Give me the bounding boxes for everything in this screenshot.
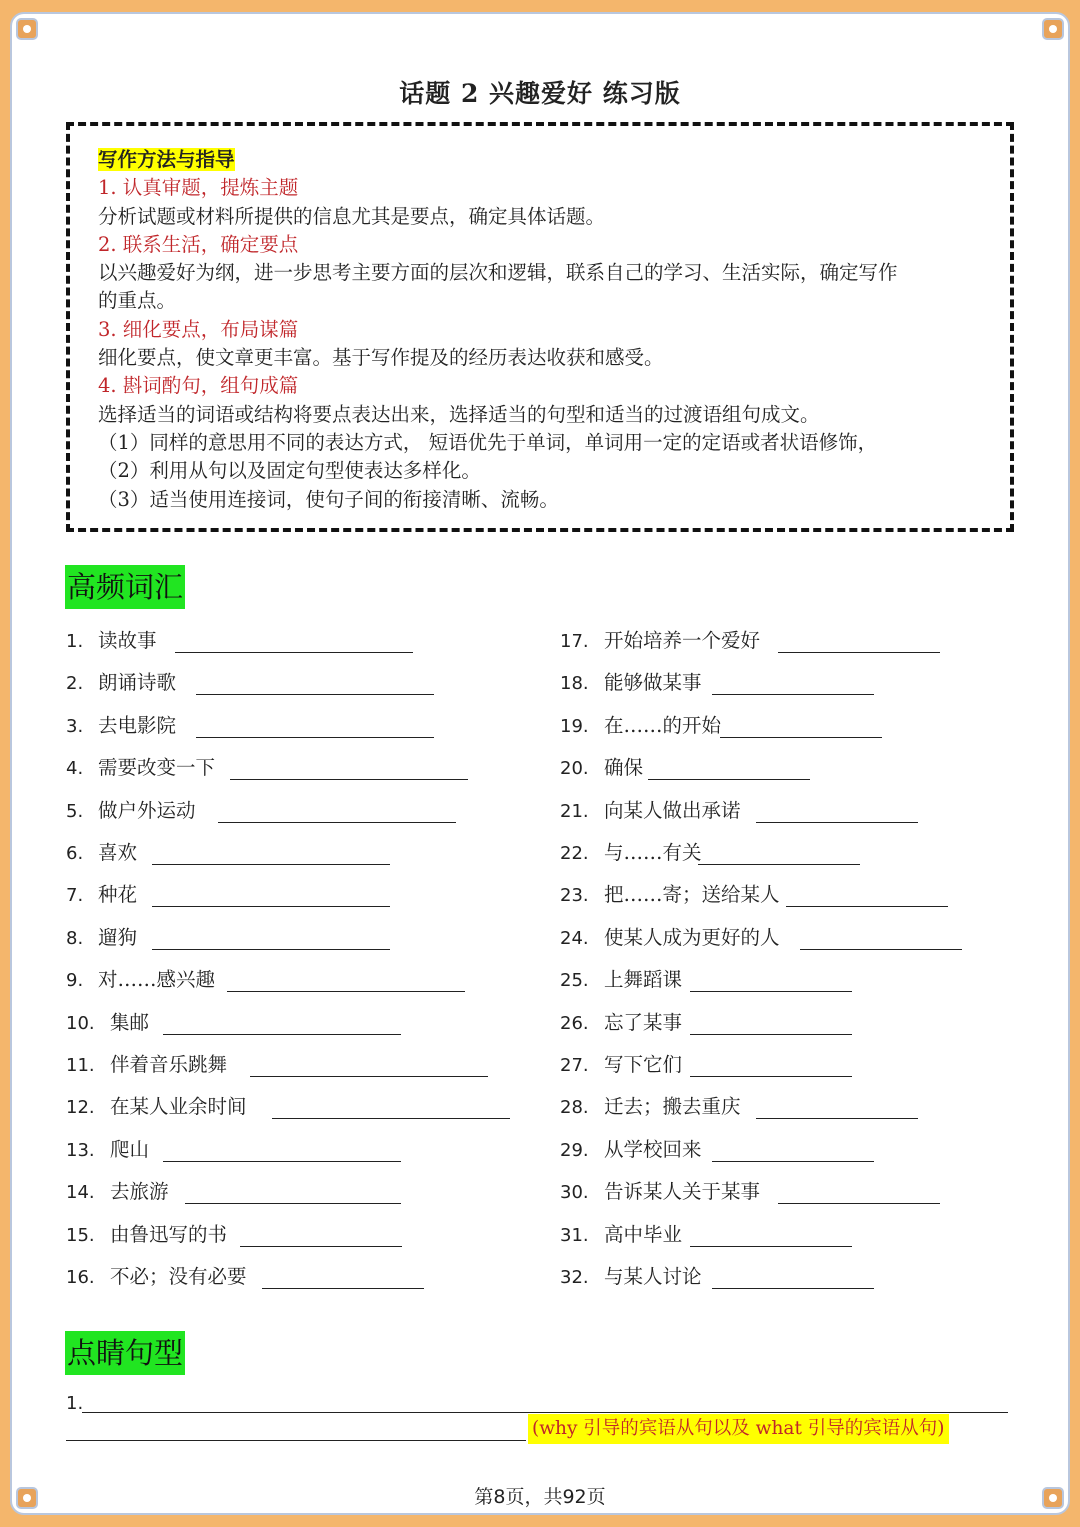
vocab-answer-blank[interactable] — [163, 1161, 401, 1162]
guide-step-heading: 4. 斟词酌句，组句成篇 — [98, 374, 299, 398]
sentence-1-answer-line-2[interactable] — [66, 1440, 526, 1441]
vocab-item-text: 不必；没有必要 — [110, 1265, 247, 1288]
vocab-item — [66, 670, 176, 697]
guide-text-line: （3）适当使用连接词，使句子间的衔接清晰、流畅。 — [98, 487, 559, 511]
guide-text-line: 的重点。 — [98, 289, 177, 313]
guide-step-heading: 1. 认真审题，提炼主题 — [98, 176, 299, 200]
vocab-answer-blank[interactable] — [778, 1203, 940, 1204]
guide-text-line: 分析试题或材料所提供的信息尤其是要点，确定具体话题。 — [98, 204, 606, 228]
vocab-section-heading: 高频词汇 — [65, 565, 185, 609]
vocab-item — [560, 1264, 702, 1291]
vocab-item — [66, 1264, 247, 1291]
vocab-item-number: 28. — [560, 1097, 589, 1119]
vocab-item-number: 19. — [560, 715, 589, 737]
vocab-item-text: 遛狗 — [98, 925, 138, 949]
vocab-item-number: 30. — [560, 1182, 589, 1204]
guide-step-heading: 2. 联系生活，确定要点 — [98, 232, 299, 256]
vocab-item-number: 2. — [66, 673, 84, 695]
vocab-item — [560, 1094, 741, 1121]
vocab-item — [66, 1010, 149, 1037]
writing-guide-box — [66, 122, 1014, 532]
vocab-answer-blank[interactable] — [152, 906, 390, 907]
sentence-1-number: 1. — [66, 1393, 84, 1414]
vocab-item-number: 14. — [66, 1182, 95, 1204]
vocab-item-text: 需要改变一下 — [98, 756, 216, 780]
vocab-answer-blank[interactable] — [786, 906, 948, 907]
vocab-answer-blank[interactable] — [227, 991, 465, 992]
vocab-item-number: 25. — [560, 970, 589, 992]
vocab-item-number: 15. — [66, 1224, 95, 1246]
vocab-answer-blank[interactable] — [185, 1203, 401, 1204]
vocab-item-text: 使某人成为更好的人 — [604, 925, 780, 949]
vocab-item-number: 21. — [560, 800, 589, 822]
vocab-answer-blank[interactable] — [272, 1118, 510, 1119]
vocab-item-text: 与……有关 — [604, 841, 702, 864]
vocab-item — [66, 840, 137, 867]
vocab-answer-blank[interactable] — [712, 694, 874, 695]
corner-ornament-top-left — [16, 18, 38, 40]
vocab-item-text: 确保 — [604, 756, 644, 780]
vocab-item-text: 在……的开始 — [604, 713, 722, 737]
vocab-answer-blank[interactable] — [240, 1246, 402, 1247]
vocab-item-number: 3. — [66, 715, 84, 737]
vocab-item — [560, 1052, 682, 1079]
vocab-item-number: 8. — [66, 927, 84, 949]
vocab-answer-blank[interactable] — [720, 737, 882, 738]
vocab-item — [66, 628, 157, 655]
vocab-answer-blank[interactable] — [690, 1034, 852, 1035]
vocab-item — [560, 628, 760, 655]
vocab-item-number: 18. — [560, 673, 589, 695]
vocab-item-number: 11. — [66, 1055, 95, 1076]
vocab-item-text: 读故事 — [98, 629, 157, 652]
vocab-item-number: 22. — [560, 843, 589, 864]
vocab-answer-blank[interactable] — [648, 779, 810, 780]
vocab-item-number: 10. — [66, 1012, 95, 1034]
vocab-item-number: 27. — [560, 1055, 589, 1076]
vocab-item-text: 由鲁迅写的书 — [110, 1222, 228, 1246]
vocab-item-text: 去电影院 — [98, 713, 177, 737]
vocab-item — [560, 1010, 682, 1037]
vocab-item — [66, 1052, 227, 1079]
vocab-answer-blank[interactable] — [218, 822, 456, 823]
vocab-item-number: 32. — [560, 1267, 589, 1288]
vocab-item — [66, 755, 215, 782]
vocab-item — [560, 840, 702, 867]
page-title: 话题 2 兴趣爱好 练习版 — [399, 79, 681, 108]
vocab-item-number: 9. — [66, 970, 84, 992]
vocab-answer-blank[interactable] — [800, 949, 962, 950]
vocab-item-text: 向某人做出承诺 — [604, 798, 741, 822]
vocab-item-text: 喜欢 — [98, 841, 138, 864]
vocab-item — [66, 882, 137, 909]
vocab-item — [66, 713, 176, 740]
corner-ornament-top-right — [1042, 18, 1064, 40]
sentence-1-answer-line-1[interactable] — [82, 1412, 1008, 1413]
vocab-item-number: 5. — [66, 800, 84, 822]
page-footer: 第8页，共92页 — [474, 1486, 606, 1508]
vocab-answer-blank[interactable] — [698, 864, 860, 865]
vocab-item — [66, 1179, 169, 1206]
vocab-answer-blank[interactable] — [690, 991, 852, 992]
vocab-answer-blank[interactable] — [175, 652, 413, 653]
vocab-item-number: 16. — [66, 1267, 95, 1288]
vocab-answer-blank[interactable] — [690, 1246, 852, 1247]
vocab-item-text: 把……寄；送给某人 — [604, 883, 780, 907]
vocab-item-text: 写下它们 — [604, 1053, 683, 1076]
vocab-item-number: 29. — [560, 1139, 589, 1161]
vocab-item — [66, 1094, 247, 1121]
vocab-answer-blank[interactable] — [756, 1118, 918, 1119]
vocab-item — [560, 670, 702, 697]
vocab-answer-blank[interactable] — [712, 1161, 874, 1162]
vocab-answer-blank[interactable] — [778, 652, 940, 653]
vocab-item-text: 爬山 — [110, 1137, 150, 1161]
vocab-item-number: 6. — [66, 843, 84, 864]
vocab-item — [560, 882, 780, 909]
vocab-item — [560, 925, 780, 952]
vocab-item-number: 17. — [560, 631, 589, 652]
vocab-answer-blank[interactable] — [152, 864, 390, 865]
vocab-item — [66, 1137, 149, 1164]
vocab-item-number: 26. — [560, 1012, 589, 1034]
vocab-item-text: 从学校回来 — [604, 1137, 702, 1161]
guide-text-line: 以兴趣爱好为纲，进一步思考主要方面的层次和逻辑，联系自己的学习、生活实际，确定写作 — [98, 261, 898, 285]
vocab-item-text: 高中毕业 — [604, 1222, 683, 1246]
vocab-item — [560, 967, 682, 994]
vocab-answer-blank[interactable] — [756, 822, 918, 823]
vocab-item-text: 种花 — [98, 883, 138, 907]
vocab-item-text: 与某人讨论 — [604, 1265, 702, 1288]
vocab-item — [560, 713, 721, 740]
guide-text-line: 细化要点，使文章更丰富。基于写作提及的经历表达收获和感受。 — [98, 346, 664, 370]
guide-step-heading: 3. 细化要点，布局谋篇 — [98, 317, 299, 341]
vocab-item-text: 迁去；搬去重庆 — [604, 1095, 741, 1119]
vocab-answer-blank[interactable] — [196, 737, 434, 738]
vocab-answer-blank[interactable] — [712, 1288, 874, 1289]
vocab-answer-blank[interactable] — [690, 1076, 852, 1077]
vocab-item-text: 忘了某事 — [604, 1010, 683, 1034]
vocab-item — [560, 755, 643, 782]
vocab-item — [66, 1222, 227, 1249]
vocab-item — [560, 1179, 760, 1206]
vocab-item-text: 能够做某事 — [604, 671, 702, 695]
vocab-item-number: 1. — [66, 631, 84, 652]
vocab-item-text: 集邮 — [110, 1010, 150, 1034]
vocab-item — [66, 967, 215, 994]
vocab-item-text: 做户外运动 — [98, 798, 196, 822]
vocab-item-number: 12. — [66, 1097, 95, 1119]
guide-text-line: （2）利用从句以及固定句型使表达多样化。 — [98, 459, 481, 483]
guide-text-line: （1）同样的意思用不同的表达方式， 短语优先于单词，单词用一定的定语或者状语修饰， — [98, 430, 878, 454]
vocab-item-text: 去旅游 — [110, 1180, 169, 1204]
vocab-answer-blank[interactable] — [262, 1288, 424, 1289]
vocab-item — [560, 1222, 682, 1249]
vocab-item-text: 上舞蹈课 — [604, 968, 683, 992]
vocab-item-text: 告诉某人关于某事 — [604, 1180, 761, 1204]
vocab-item — [66, 925, 137, 952]
vocab-answer-blank[interactable] — [196, 694, 434, 695]
vocab-item-number: 31. — [560, 1224, 589, 1246]
vocab-item — [560, 798, 741, 825]
vocab-item-number: 4. — [66, 758, 84, 780]
vocab-answer-blank[interactable] — [152, 949, 390, 950]
vocab-item — [560, 1137, 702, 1164]
vocab-item-text: 开始培养一个爱好 — [604, 629, 761, 652]
vocab-answer-blank[interactable] — [230, 779, 468, 780]
vocab-answer-blank[interactable] — [163, 1034, 401, 1035]
vocab-item-text: 对……感兴趣 — [98, 968, 216, 992]
vocab-item-number: 24. — [560, 927, 589, 949]
sentence-section-heading: 点睛句型 — [65, 1331, 185, 1375]
vocab-item-text: 朗诵诗歌 — [98, 671, 177, 695]
sentence-1-hint: (why 引导的宾语从句以及 what 引导的宾语从句) — [528, 1414, 949, 1444]
vocab-item-text: 在某人业余时间 — [110, 1095, 247, 1119]
vocab-item-number: 13. — [66, 1139, 95, 1161]
vocab-item-text: 伴着音乐跳舞 — [110, 1053, 228, 1076]
vocab-item — [66, 798, 196, 825]
guide-heading: 写作方法与指导 — [98, 148, 235, 171]
vocab-item-number: 7. — [66, 885, 84, 907]
guide-text-line: 选择适当的词语或结构将要点表达出来，选择适当的句型和适当的过渡语组句成文。 — [98, 402, 820, 426]
vocab-item-number: 23. — [560, 885, 589, 907]
vocab-answer-blank[interactable] — [250, 1076, 488, 1077]
vocab-item-number: 20. — [560, 758, 589, 780]
